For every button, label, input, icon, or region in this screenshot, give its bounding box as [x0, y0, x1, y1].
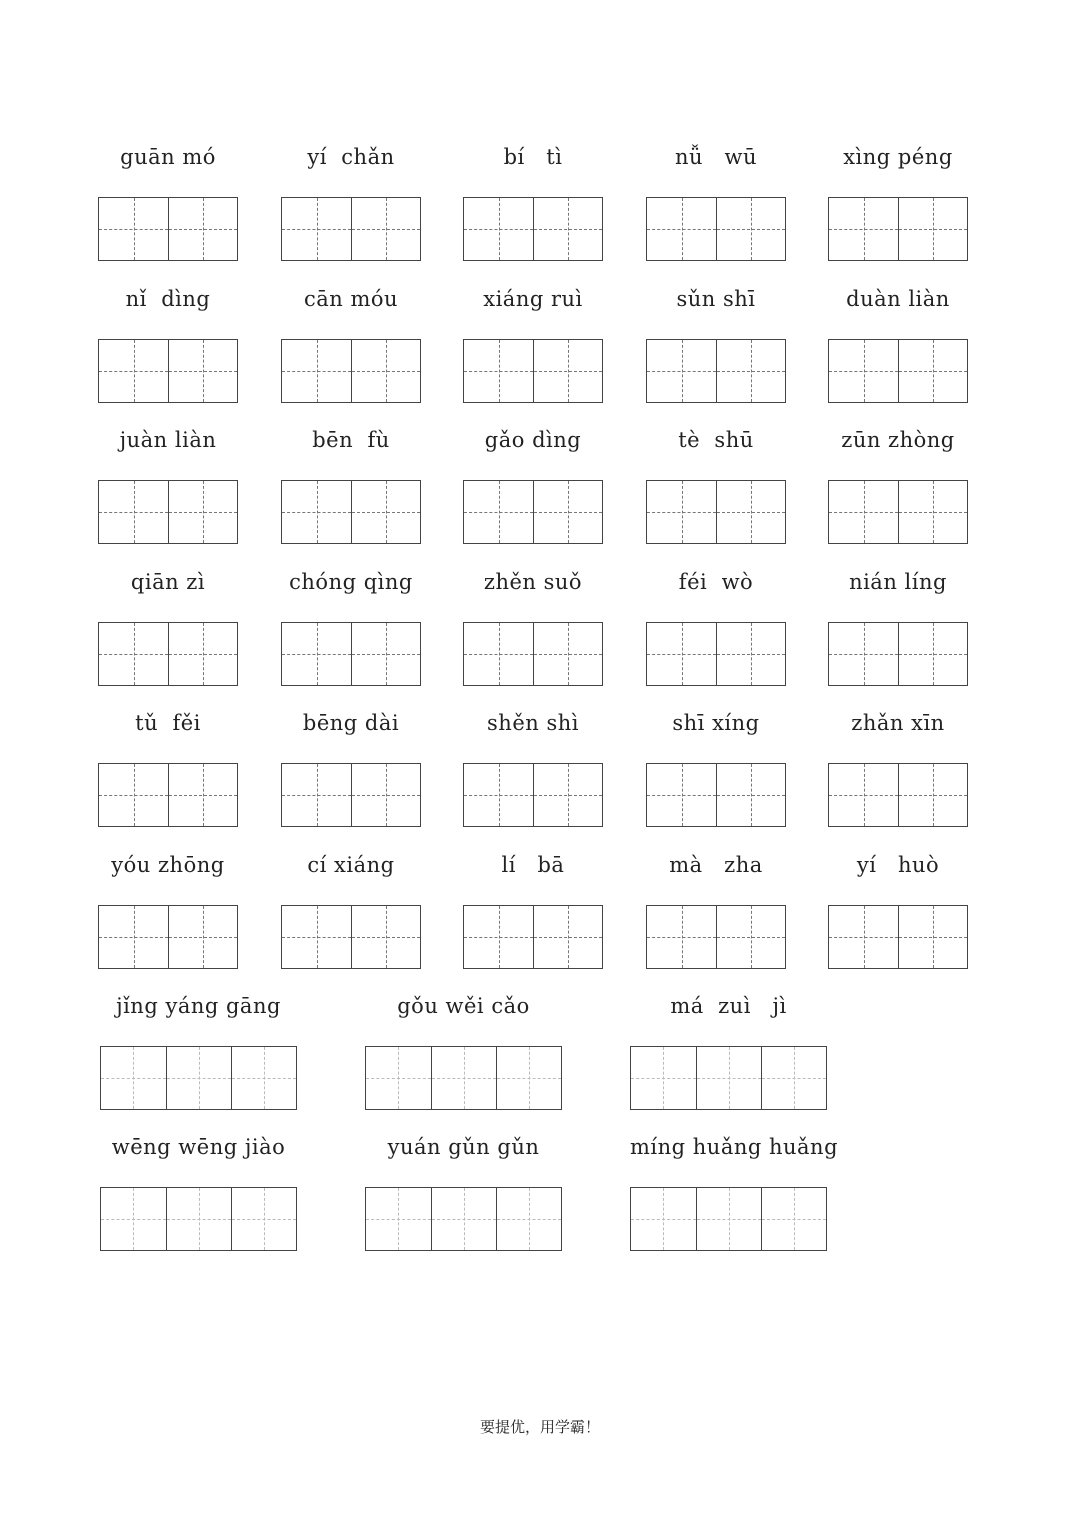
- writing-grid[interactable]: [646, 480, 786, 544]
- character-box[interactable]: [99, 906, 168, 968]
- writing-grid[interactable]: [463, 905, 603, 969]
- writing-grid[interactable]: [828, 480, 968, 544]
- character-box[interactable]: [464, 623, 533, 685]
- writing-grid[interactable]: [463, 763, 603, 827]
- character-box[interactable]: [351, 340, 420, 402]
- pinyin-label: yí huò: [856, 853, 940, 877]
- writing-grid[interactable]: [646, 763, 786, 827]
- character-box[interactable]: [898, 764, 967, 826]
- writing-grid[interactable]: [630, 1187, 827, 1251]
- pinyin-label: jǐng yáng gāng: [116, 994, 281, 1018]
- character-box[interactable]: [99, 198, 168, 260]
- pinyin-label: qiān zì: [130, 570, 206, 594]
- pinyin-label: shěn shì: [487, 711, 579, 735]
- character-box[interactable]: [431, 1047, 496, 1109]
- character-box[interactable]: [716, 481, 785, 543]
- character-box[interactable]: [716, 198, 785, 260]
- character-box[interactable]: [168, 198, 237, 260]
- word-item: [281, 287, 421, 403]
- character-box[interactable]: [99, 623, 168, 685]
- writing-grid[interactable]: [98, 339, 238, 403]
- character-box[interactable]: [168, 340, 237, 402]
- character-box[interactable]: [99, 764, 168, 826]
- character-box[interactable]: [231, 1188, 296, 1250]
- character-box[interactable]: [829, 623, 898, 685]
- character-box[interactable]: [647, 481, 716, 543]
- word-item: [100, 1135, 297, 1251]
- word-item: [98, 287, 238, 403]
- character-box[interactable]: [231, 1047, 296, 1109]
- character-box[interactable]: [168, 764, 237, 826]
- character-box[interactable]: [166, 1047, 231, 1109]
- word-item: [98, 853, 238, 969]
- footer-slogan: 要提优，用学霸！: [479, 1418, 600, 1436]
- writing-grid[interactable]: [281, 339, 421, 403]
- word-item: [646, 570, 786, 686]
- character-box[interactable]: [282, 198, 351, 260]
- character-box[interactable]: [533, 623, 602, 685]
- pinyin-label: nǚ wū: [674, 145, 758, 169]
- writing-grid[interactable]: [463, 197, 603, 261]
- writing-grid[interactable]: [98, 905, 238, 969]
- word-item: [281, 570, 421, 686]
- character-box[interactable]: [898, 623, 967, 685]
- character-box[interactable]: [282, 340, 351, 402]
- word-item: [365, 1135, 562, 1251]
- pinyin-label: zhǎn xīn: [851, 711, 945, 735]
- writing-grid[interactable]: [646, 339, 786, 403]
- character-box[interactable]: [351, 906, 420, 968]
- writing-grid[interactable]: [98, 622, 238, 686]
- word-item: [630, 1135, 839, 1251]
- writing-grid[interactable]: [646, 905, 786, 969]
- character-box[interactable]: [631, 1188, 696, 1250]
- word-item: [828, 853, 968, 969]
- character-box[interactable]: [464, 481, 533, 543]
- character-box[interactable]: [464, 906, 533, 968]
- word-item: [463, 853, 603, 969]
- character-box[interactable]: [533, 764, 602, 826]
- character-box[interactable]: [99, 481, 168, 543]
- pinyin-label: tǔ fěi: [135, 711, 201, 735]
- character-box[interactable]: [464, 764, 533, 826]
- character-box[interactable]: [716, 764, 785, 826]
- pinyin-label: bēng dài: [302, 711, 400, 735]
- word-item: [828, 570, 968, 686]
- pinyin-label: yí chǎn: [307, 145, 395, 169]
- character-box[interactable]: [351, 198, 420, 260]
- writing-grid[interactable]: [281, 622, 421, 686]
- writing-grid[interactable]: [98, 763, 238, 827]
- word-item: [630, 994, 827, 1110]
- pinyin-label: bí tì: [503, 145, 563, 169]
- character-box[interactable]: [464, 340, 533, 402]
- character-box[interactable]: [282, 481, 351, 543]
- pinyin-label: mà zha: [669, 853, 763, 877]
- character-box[interactable]: [829, 198, 898, 260]
- pinyin-label: duàn liàn: [846, 287, 950, 311]
- writing-grid[interactable]: [828, 763, 968, 827]
- word-item: [646, 711, 786, 827]
- character-box[interactable]: [166, 1188, 231, 1250]
- word-item: [828, 145, 968, 261]
- pinyin-label: féi wò: [678, 570, 754, 594]
- word-item: [463, 428, 603, 544]
- writing-grid[interactable]: [646, 622, 786, 686]
- pinyin-label: xìng péng: [843, 145, 953, 169]
- pinyin-label: gǎo dìng: [484, 428, 582, 452]
- pinyin-label: má zuì jì: [670, 994, 787, 1018]
- pinyin-label: yóu zhōng: [111, 853, 225, 877]
- pinyin-label: zhěn suǒ: [483, 570, 583, 594]
- character-box[interactable]: [829, 340, 898, 402]
- pinyin-label: cí xiáng: [307, 853, 395, 877]
- character-box[interactable]: [898, 340, 967, 402]
- word-item: [98, 145, 238, 261]
- character-box[interactable]: [647, 764, 716, 826]
- writing-grid[interactable]: [828, 197, 968, 261]
- pinyin-label: xiáng ruì: [483, 287, 583, 311]
- pinyin-label: yuán gǔn gǔn: [387, 1135, 540, 1159]
- character-box[interactable]: [716, 906, 785, 968]
- word-item: [646, 428, 786, 544]
- character-box[interactable]: [533, 481, 602, 543]
- pinyin-label: bēn fù: [312, 428, 390, 452]
- character-box[interactable]: [496, 1047, 561, 1109]
- character-box[interactable]: [647, 906, 716, 968]
- character-box[interactable]: [533, 198, 602, 260]
- writing-grid[interactable]: [281, 763, 421, 827]
- word-item: [463, 711, 603, 827]
- character-box[interactable]: [282, 906, 351, 968]
- character-box[interactable]: [351, 623, 420, 685]
- character-box[interactable]: [898, 198, 967, 260]
- character-box[interactable]: [898, 481, 967, 543]
- writing-grid[interactable]: [281, 905, 421, 969]
- writing-grid[interactable]: [828, 339, 968, 403]
- character-box[interactable]: [496, 1188, 561, 1250]
- character-box[interactable]: [464, 198, 533, 260]
- character-box[interactable]: [351, 764, 420, 826]
- pinyin-label: sǔn shī: [676, 287, 756, 311]
- writing-grid[interactable]: [463, 622, 603, 686]
- character-box[interactable]: [829, 481, 898, 543]
- writing-grid[interactable]: [100, 1187, 297, 1251]
- pinyin-label: lí bā: [501, 853, 565, 877]
- word-item: [463, 570, 603, 686]
- word-item: [281, 145, 421, 261]
- writing-grid[interactable]: [281, 480, 421, 544]
- character-box[interactable]: [647, 623, 716, 685]
- word-item: [100, 994, 297, 1110]
- word-item: [98, 428, 238, 544]
- character-box[interactable]: [829, 764, 898, 826]
- pinyin-label: nǐ dìng: [125, 287, 211, 311]
- word-item: [365, 994, 562, 1110]
- pinyin-label: zūn zhòng: [841, 428, 955, 452]
- word-item: [646, 853, 786, 969]
- character-box[interactable]: [631, 1047, 696, 1109]
- character-box[interactable]: [282, 623, 351, 685]
- character-box[interactable]: [761, 1188, 826, 1250]
- word-item: [828, 428, 968, 544]
- word-item: [281, 711, 421, 827]
- word-item: [463, 287, 603, 403]
- character-box[interactable]: [533, 340, 602, 402]
- character-box[interactable]: [533, 906, 602, 968]
- writing-grid[interactable]: [463, 339, 603, 403]
- character-box[interactable]: [431, 1188, 496, 1250]
- character-box[interactable]: [366, 1047, 431, 1109]
- writing-grid[interactable]: [463, 480, 603, 544]
- character-box[interactable]: [168, 481, 237, 543]
- pinyin-label: nián líng: [849, 570, 947, 594]
- pinyin-label: wēng wēng jiào: [111, 1135, 286, 1159]
- character-box[interactable]: [282, 764, 351, 826]
- character-box[interactable]: [716, 340, 785, 402]
- word-item: [98, 711, 238, 827]
- word-item: [646, 287, 786, 403]
- pinyin-label: gǒu wěi cǎo: [397, 994, 530, 1018]
- character-box[interactable]: [696, 1047, 761, 1109]
- character-box[interactable]: [351, 481, 420, 543]
- character-box[interactable]: [829, 906, 898, 968]
- word-item: [281, 853, 421, 969]
- word-item: [828, 711, 968, 827]
- character-box[interactable]: [168, 906, 237, 968]
- writing-grid[interactable]: [828, 622, 968, 686]
- character-box[interactable]: [168, 623, 237, 685]
- character-box[interactable]: [761, 1047, 826, 1109]
- writing-grid[interactable]: [828, 905, 968, 969]
- pinyin-label: cān móu: [303, 287, 399, 311]
- character-box[interactable]: [647, 198, 716, 260]
- pinyin-label: guān mó: [120, 145, 216, 169]
- pinyin-label: shī xíng: [672, 711, 760, 735]
- word-item: [98, 570, 238, 686]
- writing-grid[interactable]: [98, 197, 238, 261]
- pinyin-label: juàn liàn: [119, 428, 217, 452]
- word-item: [828, 287, 968, 403]
- character-box[interactable]: [366, 1188, 431, 1250]
- writing-grid[interactable]: [630, 1046, 827, 1110]
- character-box[interactable]: [898, 906, 967, 968]
- character-box[interactable]: [101, 1047, 166, 1109]
- word-item: [463, 145, 603, 261]
- pinyin-label: tè shū: [678, 428, 754, 452]
- character-box[interactable]: [647, 340, 716, 402]
- writing-grid[interactable]: [365, 1046, 562, 1110]
- writing-grid[interactable]: [365, 1187, 562, 1251]
- writing-grid[interactable]: [100, 1046, 297, 1110]
- character-box[interactable]: [716, 623, 785, 685]
- word-item: [646, 145, 786, 261]
- writing-grid[interactable]: [98, 480, 238, 544]
- character-box[interactable]: [99, 340, 168, 402]
- word-item: [281, 428, 421, 544]
- pinyin-label: míng huǎng huǎng: [630, 1135, 839, 1159]
- character-box[interactable]: [696, 1188, 761, 1250]
- pinyin-label: chóng qìng: [289, 570, 413, 594]
- writing-grid[interactable]: [646, 197, 786, 261]
- writing-grid[interactable]: [281, 197, 421, 261]
- character-box[interactable]: [101, 1188, 166, 1250]
